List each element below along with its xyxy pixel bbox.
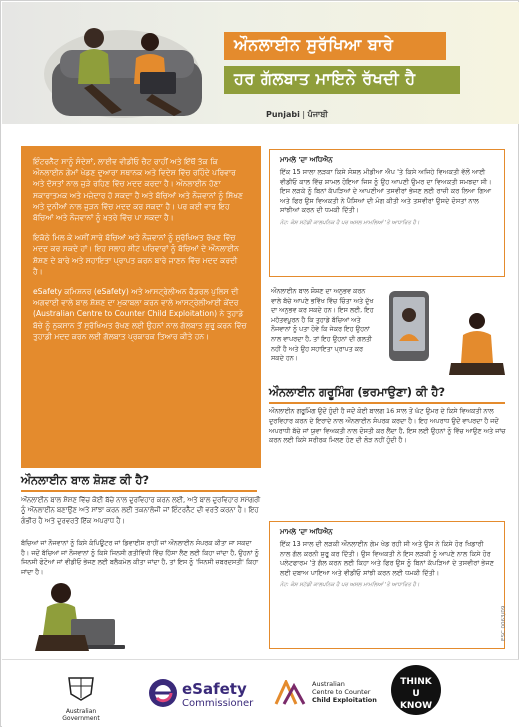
section-1-paragraph-1: ਔਨਲਾਈਨ ਬਾਲ ਸ਼ੋਸ਼ਣ ਵਿੱਚ ਕੋਈ ਬੱਚੇ ਨਾਲ ਦੁਰਵਿਹਾਰ ਕਰਨ ਲਈ, ਅਤੇ ਬਾਲ ਦੁਰਵਿਹਾਰ ਸਮੱਗਰੀ ਨੂੰ ਔਨਲਾਈਨ ਬਣਾਉਣ ਅਤੇ ਸਾਂਝਾ ਕਰਨ ਲਈ ਤਕਨਾਲੋਜੀ ਜਾਂ ਇੰਟਰਨੈੱਟ ਦੀ ਵਰਤੋਂ ਕਰਨਾ ਹੈ। ਇਹ ਗੰਭੀਰ ਹੈ ਅਤੇ ਦੁਰਵਰਤੋਂ ਇੱਕ ਅਪਰਾਧ ਹੈ। (21, 496, 261, 525)
thinkuknow-logo (390, 664, 442, 716)
case-study-note: ਨੋਟ: ਕੇਸ ਸਟੱਡੀ ਕਾਲਪਨਿਕ ਹੈ ਪਰ ਅਸਲ ਮਾਮਲਿਆਂ 'ਤੇ ਆਧਾਰਿਤ ਹੈ। (280, 582, 420, 589)
video-call-illustration (381, 285, 507, 381)
section-1-paragraph-2: ਬੱਚਿਆਂ ਜਾਂ ਨੌਜਵਾਨਾਂ ਨੂੰ ਕਿਸੇ ਕੰਪਿਊਟਰ ਜਾਂ ਡਿਵਾਈਸ ਰਾਹੀਂ ਜਾਂ ਔਨਲਾਈਨ ਸੰਪਰਕ ਕੀਤਾ ਜਾ ਸਕਦਾ ਹੈ। ਜਦੋਂ ਬੱਚਿਆਂ ਜਾਂ ਨੌਜਵਾਨਾਂ ਨੂੰ ਕਿਸੇ ਜਿਨਸੀ ਗਤੀਵਿਧੀ ਵਿੱਚ ਹਿੱਸਾ ਲੈਣ ਲਈ ਕਿਹਾ ਜਾਂਦਾ ਹੈ, ਉਹਨਾਂ ਨੂੰ ਜਿਨਸੀ ਫੋਟੋਆਂ ਜਾਂ ਵੀਡੀਓ ਭੇਜਣ ਲਈ ਬਲੈਕਮੇਲ ਕੀਤਾ ਜਾਂਦਾ ਹੈ, ਤਾਂ ਇਸ ਨੂੰ 'ਜਿਨਸੀ ਜ਼ਬਰਦਸਤੀ' ਕਿਹਾ ਜਾਂਦਾ ਹੈ। (21, 539, 259, 576)
intro-paragraph-3: eSafety ਕਮਿਸ਼ਨਰ (eSafety) ਅਤੇ ਆਸਟ੍ਰੇਲੀਅਨ ਫੈਡਰਲ ਪੁਲਿਸ ਦੀ ਅਗਵਾਈ ਵਾਲੇ ਬਾਲ ਸ਼ੋਸ਼ਣ ਦਾ ਮੁਕਾਬਲਾ ਕਰਨ ਵਾਲੇ ਆਸਟ੍ਰੇਲੀਆਈ ਕੇਂਦਰ (Australian Centre to Counter Child Exploitation) ਨੇ ਤੁਹਾਡੇ ਬੱਚੇ ਨੂੰ ਨੁਕਸਾਨ ਤੋਂ ਸੁਰੱਖਿਅਤ ਰੱਖਣ ਲਈ ਉਹਨਾਂ ਨਾਲ ਗੱਲਬਾਤ ਸ਼ੁਰੂ ਕਰਨ ਵਿੱਚ ਤੁਹਾਡੀ ਮਦਦ ਕਰਨ ਲਈ ਗੱਲਬਾਤ ਪ੍ਰਕਾਰਕ ਤਿਆਰ ਕੀਤੇ ਹਨ। (33, 287, 247, 341)
case-study-box-2 (269, 521, 505, 649)
coat-of-arms-icon (61, 674, 101, 702)
section-title-child-exploitation: ਔਨਲਾਈਨ ਬਾਲ ਸ਼ੋਸ਼ਣ ਕੀ ਹੈ? (21, 473, 150, 487)
family-illustration (32, 14, 212, 122)
language-english: Punjabi (266, 110, 300, 119)
thinkuknow-badge-icon (390, 664, 442, 716)
child-laptop-illustration (25, 571, 135, 655)
acce-line-1: Australian (312, 680, 345, 688)
case-study-box-1 (269, 149, 505, 277)
acce-mark-icon (274, 680, 308, 706)
intro-paragraph-2: ਇਕੱਠੇ ਮਿਲ ਕੇ ਅਸੀਂ ਸਾਰੇ ਬੱਚਿਆਂ ਅਤੇ ਨੌਜਵਾਨਾਂ ਨੂੰ ਸੁਰੱਖਿਅਤ ਰੱਖਣ ਵਿੱਚ ਮਦਦ ਕਰ ਸਕਦੇ ਹਾਂ। ਇਹ ਸਲਾਹ ਸ਼ੀਟ ਪਰਿਵਾਰਾਂ ਨੂੰ ਬੱਚਿਆਂ ਦੇ ਔਨਲਾਈਨ ਸ਼ੋਸ਼ਣ ਦੇ ਬਾਰੇ ਅਤੇ ਸਹਾਇਤਾ ਪ੍ਰਾਪਤ ਕਰਨ ਬਾਰੇ ਜਾਣਨ ਵਿੱਚ ਮਦਦ ਕਰਦੀ ਹੈ। (33, 233, 239, 276)
esafety-subtitle: Commissioner (182, 698, 254, 709)
svg-text:U: U (412, 689, 420, 699)
footer-logos (2, 659, 519, 727)
case-study-label: ਮਾਮਲੇ 'ਦਾ ਅਧਿਐਨ (280, 528, 333, 536)
acce-text (312, 680, 377, 704)
acce-line-2: Centre to Counter (312, 688, 371, 696)
intro-box (21, 146, 261, 468)
section-divider (21, 490, 257, 492)
australian-government-logo (52, 674, 110, 722)
case-study-label: ਮਾਮਲੇ 'ਦਾ ਅਧਿਐਨ (280, 156, 333, 164)
case-study-note: ਨੋਟ: ਕੇਸ ਸਟੱਡੀ ਕਾਲਪਨਿਕ ਹੈ ਪਰ ਅਸਲ ਮਾਮਲਿਆਂ 'ਤੇ ਆਧਾਰਿਤ ਹੈ। (280, 219, 420, 226)
svg-text:KNOW: KNOW (399, 701, 433, 711)
acce-logo (274, 680, 377, 710)
document-code: ESC 0063/09 (501, 605, 507, 641)
svg-text:THINK: THINK (400, 677, 432, 687)
language-separator: | (299, 110, 308, 119)
language-label (266, 110, 328, 120)
esafety-name: eSafety (182, 680, 247, 698)
title-line-1: ਔਨਲਾਈਨ ਸੁਰੱਖਿਆ ਬਾਰੇ (224, 32, 446, 60)
acce-line-3: Child Exploitation (312, 696, 377, 704)
section-title-grooming: ਔਨਲਾਈਨ ਗਰੂਮਿੰਗ (ਭਰਮਾਉਣਾ) ਕੀ ਹੈ? (269, 385, 446, 399)
case-study-text: ਇੱਕ 13 ਸਾਲ ਦੀ ਲੜਕੀ ਔਨਲਾਈਨ ਗੇਮ ਖੇਡ ਰਹੀ ਸੀ ਅਤੇ ਉਸ ਨੇ ਕਿਸੇ ਹੋਰ ਖਿਡਾਰੀ ਨਾਲ ਗੱਲ ਕਰਨੀ ਸ਼ੁਰੂ ਕਰ ਦਿੱਤੀ। ਉਸ ਵਿਅਕਤੀ ਨੇ ਇਸ ਲੜਕੀ ਨੂੰ ਆਪਣੇ ਨਾਲ ਕਿਸੇ ਹੋਰ ਪਲੇਟਫਾਰਮ 'ਤੇ ਗੱਲ ਕਰਨ ਲਈ ਕਿਹਾ ਅਤੇ ਫਿਰ ਉਸ ਨੂੰ ਬਿਨਾਂ ਕੱਪੜਿਆਂ ਦੇ ਤਸਵੀਰਾਂ ਭੇਜਣ ਲਈ ਦਬਾਅ ਪਾਇਆ ਅਤੇ ਵੀਡੀਓ ਸਾਂਝੀ ਕਰਨ ਲਈ ਧਮਕੀ ਦਿੱਤੀ। (280, 540, 494, 577)
title-block (224, 32, 462, 100)
header-banner (2, 2, 519, 124)
title-line-2: ਹਰ ਗੱਲਬਾਤ ਮਾਇਨੇ ਰੱਖਦੀ ਹੈ (224, 66, 460, 94)
impact-paragraph: ਔਨਲਾਈਨ ਬਾਲ ਸ਼ੋਸ਼ਣ ਦਾ ਅਨੁਭਵ ਕਰਨ ਵਾਲੇ ਬੱਚੇ ਆਪਣੇ ਭਵਿੱਖ ਵਿੱਚ ਚਿੰਤਾ ਅਤੇ ਦੁੱਖ ਦਾ ਅਨੁਭਵ ਕਰ ਸਕਦੇ ਹਨ। ਇਸ ਲਈ, ਇਹ ਮਹੱਤਵਪੂਰਨ ਹੈ ਕਿ ਤੁਹਾਡੇ ਬੱਚਿਆਂ ਅਤੇ ਨੌਜਵਾਨਾਂ ਨੂੰ ਪਤਾ ਹੋਵੇ ਕਿ ਜੇਕਰ ਇਹ ਉਹਨਾਂ ਨਾਲ ਵਾਪਰਦਾ ਹੈ, ਤਾਂ ਇਹ ਉਹਨਾਂ ਦੀ ਗਲਤੀ ਨਹੀਂ ਹੈ ਅਤੇ ਉਹ ਸਹਾਇਤਾ ਪ੍ਰਾਪਤ ਕਰ ਸਕਦੇ ਹਨ। (271, 287, 374, 363)
section-divider (269, 402, 505, 404)
case-study-text: ਇੱਕ 15 ਸਾਲਾ ਲੜਕਾ ਕਿਸੇ ਸੋਸ਼ਲ ਮੀਡੀਆ ਐਪ 'ਤੇ ਕਿਸੇ ਅਜਿਹੇ ਵਿਅਕਤੀ ਵੱਲੋਂ ਆਈ ਵੀਡੀਓ ਕਾਲ ਵਿੱਚ ਸ਼ਾਮਲ ਹੋਇਆ ਜਿਸ ਨੂੰ ਉਹ ਆਪਣੀ ਉਮਰ ਦਾ ਵਿਅਕਤੀ ਸਮਝਦਾ ਸੀ। ਇਸ ਲੜਕੇ ਨੂੰ ਬਿਨਾਂ ਕੱਪੜਿਆਂ ਦੇ ਆਪਣੀਆਂ ਤਸਵੀਰਾਂ ਭੇਜਣ ਲਈ ਰਾਜ਼ੀ ਕਰ ਲਿਆ ਗਿਆ ਅਤੇ ਫਿਰ ਉਸ ਵਿਅਕਤੀ ਨੇ ਪੈਸਿਆਂ ਦੀ ਮੰਗ ਕੀਤੀ ਅਤੇ ਤਸਵੀਰਾਂ ਉਸਦੇ ਦੋਸਤਾਂ ਨਾਲ ਸਾਂਝੀਆਂ ਕਰਨ ਦੀ ਧਮਕੀ ਦਿੱਤੀ। (280, 168, 492, 215)
section-2-paragraph-1: ਔਨਲਾਈਨ ਗਰੂਮਿੰਗ ਉਦੋਂ ਹੁੰਦੀ ਹੈ ਜਦੋਂ ਕੋਈ ਬਾਲਗ 16 ਸਾਲ ਤੋਂ ਘੱਟ ਉਮਰ ਦੇ ਕਿਸੇ ਵਿਅਕਤੀ ਨਾਲ ਦੁਰਵਿਹਾਰ ਕਰਨ ਦੇ ਇਰਾਦੇ ਨਾਲ ਔਨਲਾਈਨ ਸੰਪਰਕ ਕਰਦਾ ਹੈ। ਇਹ ਅਪਰਾਧ ਉਦੋਂ ਵਾਪਰਦਾ ਹੈ ਜਦੋਂ ਅਪਰਾਧੀ ਬੱਚੇ ਜਾਂ ਯੁਵਾ ਵਿਅਕਤੀ ਨਾਲ ਦੋਸਤੀ ਕਰ ਲੈਂਦਾ ਹੈ, ਇਸ ਲਈ ਉਹਨਾਂ ਨੂੰ ਵਿੱਚ ਆਉਣ ਅਤੇ ਜਾਂਚ ਕਰਨ ਲਈ ਕਿਸੇ ਸਰੀਰਕ ਮਿਲਣ ਹੋਣ ਦੀ ਲੋੜ ਨਹੀਂ ਹੁੰਦੀ ਹੈ। (269, 407, 506, 445)
australian-government-text: Australian Government (62, 708, 100, 722)
language-punjabi: ਪੰਜਾਬੀ (307, 110, 328, 119)
intro-paragraph-1: ਇੰਟਰਨੈੱਟ ਸਾਨੂੰ ਸੰਦੇਸ਼ਾਂ, ਲਾਈਵ ਵੀਡੀਓ ਚੈਟ ਰਾਹੀਂ ਅਤੇ ਇੱਥੋਂ ਤੱਕ ਕਿ ਔਨਲਾਈਨ ਗੇਮਾਂ ਖੇਡਣ ਦੁਆਰਾ ਸਥਾਨਕ ਅਤੇ ਵਿਦੇਸ਼ ਵਿੱਚ ਰਹਿੰਦੇ ਪਰਿਵਾਰ ਅਤੇ ਦੋਸਤਾਂ ਨਾਲ ਜੁੜੇ ਰਹਿਣ ਵਿੱਚ ਮਦਦ ਕਰਦਾ ਹੈ। ਔਨਲਾਈਨ ਹੋਣਾ ਸਕਾਰਾਤਮਕ ਅਤੇ ਮਜ਼ੇਦਾਰ ਹੋ ਸਕਦਾ ਹੈ ਅਤੇ ਬੱਚਿਆਂ ਅਤੇ ਨੌਜਵਾਨਾਂ ਨੂੰ ਸਿੱਖਣ ਅਤੇ ਦੁਨੀਆਂ ਨਾਲ ਜੁੜਨ ਵਿੱਚ ਮਦਦ ਕਰ ਸਕਦਾ ਹੈ। ਪਰ ਕਈ ਵਾਰ ਇਹ ਬੱਚਿਆਂ ਅਤੇ ਨੌਜਵਾਨਾਂ ਨੂੰ ਖ਼ਤਰੇ ਵਿੱਚ ਪਾ ਸਕਦਾ ਹੈ। (33, 157, 243, 223)
esafety-mark-icon (148, 678, 178, 708)
